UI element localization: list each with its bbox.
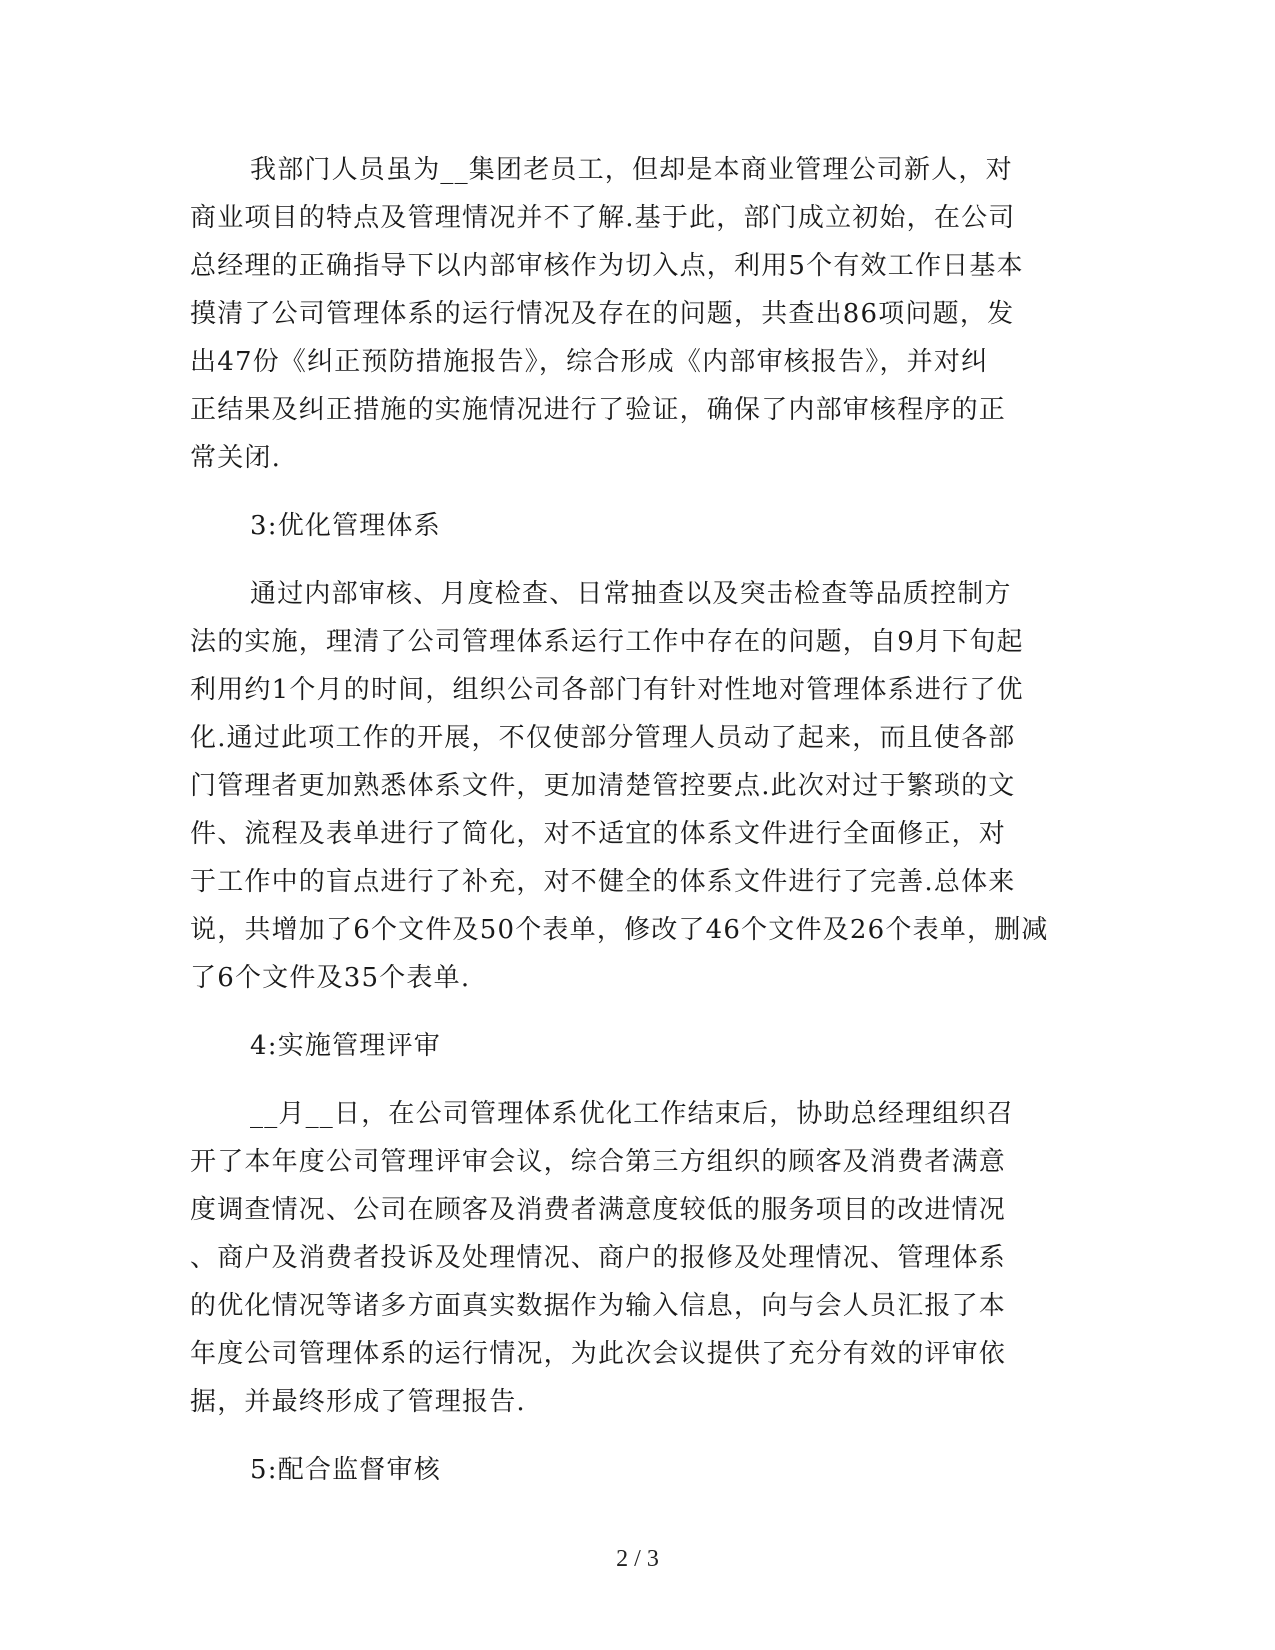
paragraph-line: 了6个文件及35个表单. bbox=[190, 963, 471, 993]
paragraph-optimize-system bbox=[190, 570, 1080, 1002]
paragraph-management-review bbox=[190, 1090, 1080, 1426]
paragraph-line: 于工作中的盲点进行了补充，对不健全的体系文件进行了完善.总体来 bbox=[190, 867, 1016, 897]
document-body bbox=[190, 146, 1080, 1494]
paragraph-line: 我部门人员虽为__集团老员工，但却是本商业管理公司新人，对 bbox=[250, 155, 1013, 185]
paragraph-line: 的优化情况等诸多方面真实数据作为输入信息，向与会人员汇报了本 bbox=[190, 1291, 1007, 1321]
paragraph-line: 据，并最终形成了管理报告. bbox=[190, 1387, 526, 1417]
paragraph-line: 开了本年度公司管理评审会议，综合第三方组织的顾客及消费者满意 bbox=[190, 1147, 1007, 1177]
paragraph-line: 商业项目的特点及管理情况并不了解.基于此，部门成立初始，在公司 bbox=[190, 203, 1016, 233]
paragraph-line: 年度公司管理体系的运行情况，为此次会议提供了充分有效的评审依 bbox=[190, 1339, 1007, 1369]
section-heading-4: 4:实施管理评审 bbox=[250, 1031, 441, 1061]
paragraph-line: 法的实施，理清了公司管理体系运行工作中存在的问题，自9月下旬起 bbox=[190, 627, 1024, 657]
paragraph-line: 化.通过此项工作的开展，不仅使部分管理人员动了起来，而且使各部 bbox=[190, 723, 1016, 753]
section-heading-5: 5:配合监督审核 bbox=[250, 1455, 441, 1485]
paragraph-line: 说，共增加了6个文件及50个表单，修改了46个文件及26个表单，删减 bbox=[190, 915, 1049, 945]
paragraph-line: 出47份《纠正预防措施报告》，综合形成《内部审核报告》，并对纠 bbox=[190, 347, 989, 377]
paragraph-internal-audit bbox=[190, 146, 1080, 482]
paragraph-line: 、商户及消费者投诉及处理情况、商户的报修及处理情况、管理体系 bbox=[190, 1243, 1007, 1273]
paragraph-line: 通过内部审核、月度检查、日常抽查以及突击检查等品质控制方 bbox=[250, 579, 1012, 609]
page-number: 2 / 3 bbox=[616, 1546, 659, 1572]
section-heading-3: 3:优化管理体系 bbox=[250, 511, 441, 541]
paragraph-line: 件、流程及表单进行了简化，对不适宜的体系文件进行全面修正，对 bbox=[190, 819, 1007, 849]
paragraph-line: 正结果及纠正措施的实施情况进行了验证，确保了内部审核程序的正 bbox=[190, 395, 1007, 425]
paragraph-line: 门管理者更加熟悉体系文件，更加清楚管控要点.此次对过于繁琐的文 bbox=[190, 771, 1016, 801]
paragraph-line: 常关闭. bbox=[190, 443, 282, 473]
paragraph-line: 利用约1个月的时间，组织公司各部门有针对性地对管理体系进行了优 bbox=[190, 675, 1024, 705]
paragraph-line: 总经理的正确指导下以内部审核作为切入点，利用5个有效工作日基本 bbox=[190, 251, 1024, 281]
paragraph-line: __月__日，在公司管理体系优化工作结束后，协助总经理组织召 bbox=[250, 1099, 1015, 1129]
paragraph-line: 度调查情况、公司在顾客及消费者满意度较低的服务项目的改进情况 bbox=[190, 1195, 1007, 1225]
paragraph-line: 摸清了公司管理体系的运行情况及存在的问题，共查出86项问题，发 bbox=[190, 299, 1015, 329]
